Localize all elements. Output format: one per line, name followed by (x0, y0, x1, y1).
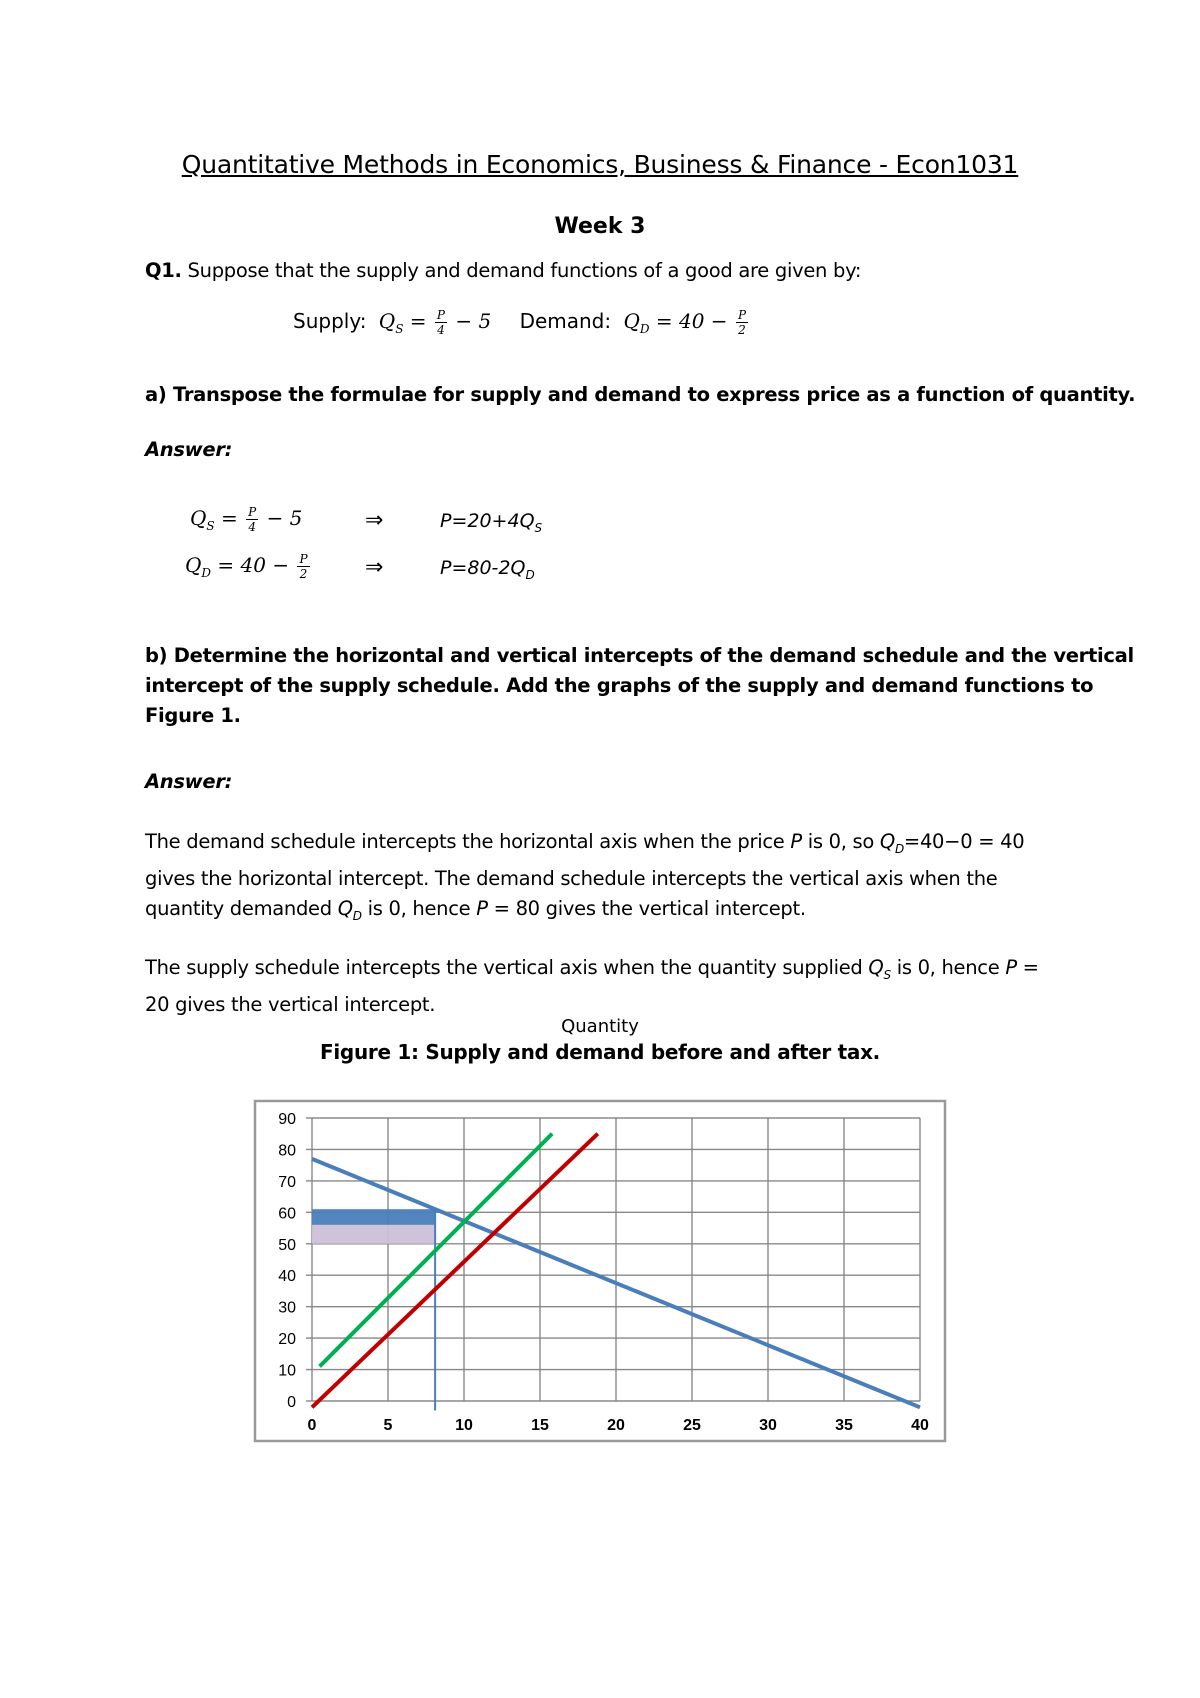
part-a-question: a) Transpose the formulae for supply and demand to express price as a function of quantity. (145, 383, 1136, 406)
tax-area-lower (312, 1225, 435, 1244)
figure-caption: Figure 1: Supply and demand before and after tax. (320, 1040, 880, 1064)
demand-label: Demand: (519, 309, 612, 333)
y-tick-label-90: 90 (278, 1111, 296, 1128)
fraction-p-over-4: $\frac{P}{4}$ (436, 308, 445, 337)
y-tick-label-10: 10 (278, 1362, 296, 1380)
y-tick-label-30: 30 (278, 1299, 296, 1317)
x-tick-label-10: 10 (455, 1417, 473, 1434)
equals-sign: = (655, 309, 673, 333)
answer-demand-equation: $Q_D = 40$ − $\frac{P}{2}$ (185, 552, 308, 581)
answer-label-b: Answer: (145, 770, 233, 793)
week-heading: Week 3 (554, 214, 646, 239)
document-title: Quantitative Methods in Economics, Business & Finance - Econ1031 (181, 150, 1019, 179)
qs-symbol: $Q_S$ (378, 309, 404, 336)
x-tick-label-20: 20 (607, 1417, 625, 1434)
answer-b-paragraph: The demand schedule intercepts the horizontal axis when the price P is 0, so $Q_D=40-0 = 40$ gives the horizontal intercept. The demand schedule intercepts the vertical axis when the quantity demanded $Q_D$ is 0, hence P = 80 gives the vertical intercept. (145, 830, 1025, 923)
y-tick-label-0: 0 (287, 1394, 296, 1411)
y-tick-label-70: 70 (278, 1173, 296, 1191)
equals-sign: = (409, 309, 427, 333)
chart-frame (255, 1101, 945, 1441)
y-tick-label-80: 80 (278, 1142, 296, 1160)
answer-supply-equation: $Q_S$ = $\frac{P}{4}$ − 5 (190, 505, 303, 534)
qd-symbol: $Q_D$ (623, 309, 650, 336)
part-b-question: b) Determine the horizontal and vertical intercepts of the demand schedule and the vertical intercept of the supply schedule. Add the graphs of the supply and demand functions to Figure 1. (145, 644, 1134, 727)
y-tick-label-60: 60 (278, 1205, 296, 1223)
q1-label: Q1. (145, 259, 182, 282)
answer-label-a: Answer: (145, 438, 233, 461)
answer-demand-result: $P=80-2Q_D$ (440, 557, 535, 582)
x-tick-label-35: 35 (835, 1417, 853, 1434)
quantity-axis-label: Quantity (561, 1016, 639, 1037)
x-tick-label-40: 40 (911, 1417, 929, 1434)
forty-minus: 40 − (679, 309, 728, 333)
y-tick-label-50: 50 (278, 1236, 296, 1254)
y-tick-label-40: 40 (278, 1268, 296, 1286)
implies-arrow-2: ⇒ (365, 555, 384, 580)
minus-five: − 5 (455, 309, 492, 333)
implies-arrow-1: ⇒ (365, 508, 384, 533)
tax-area-upper (312, 1209, 435, 1225)
answer-supply-result: $P=20+4Q_S$ (440, 510, 543, 535)
x-tick-label-25: 25 (683, 1417, 701, 1434)
q1-body: Suppose that the supply and demand functions of a good are given by: (181, 259, 862, 282)
x-tick-label-15: 15 (531, 1417, 549, 1434)
answer-supply-paragraph: The supply schedule intercepts the vertical axis when the quantity supplied $Q_S$ is 0, hence P = 20 gives the vertical intercept. (145, 956, 1039, 1016)
supply-label: Supply: (293, 309, 367, 333)
y-tick-label-20: 20 (278, 1331, 296, 1349)
x-tick-label-30: 30 (759, 1417, 777, 1434)
fraction-p-over-2: $\frac{P}{2}$ (737, 308, 747, 337)
x-tick-label-5: 5 (383, 1417, 393, 1434)
x-tick-label-0: 0 (307, 1417, 317, 1434)
